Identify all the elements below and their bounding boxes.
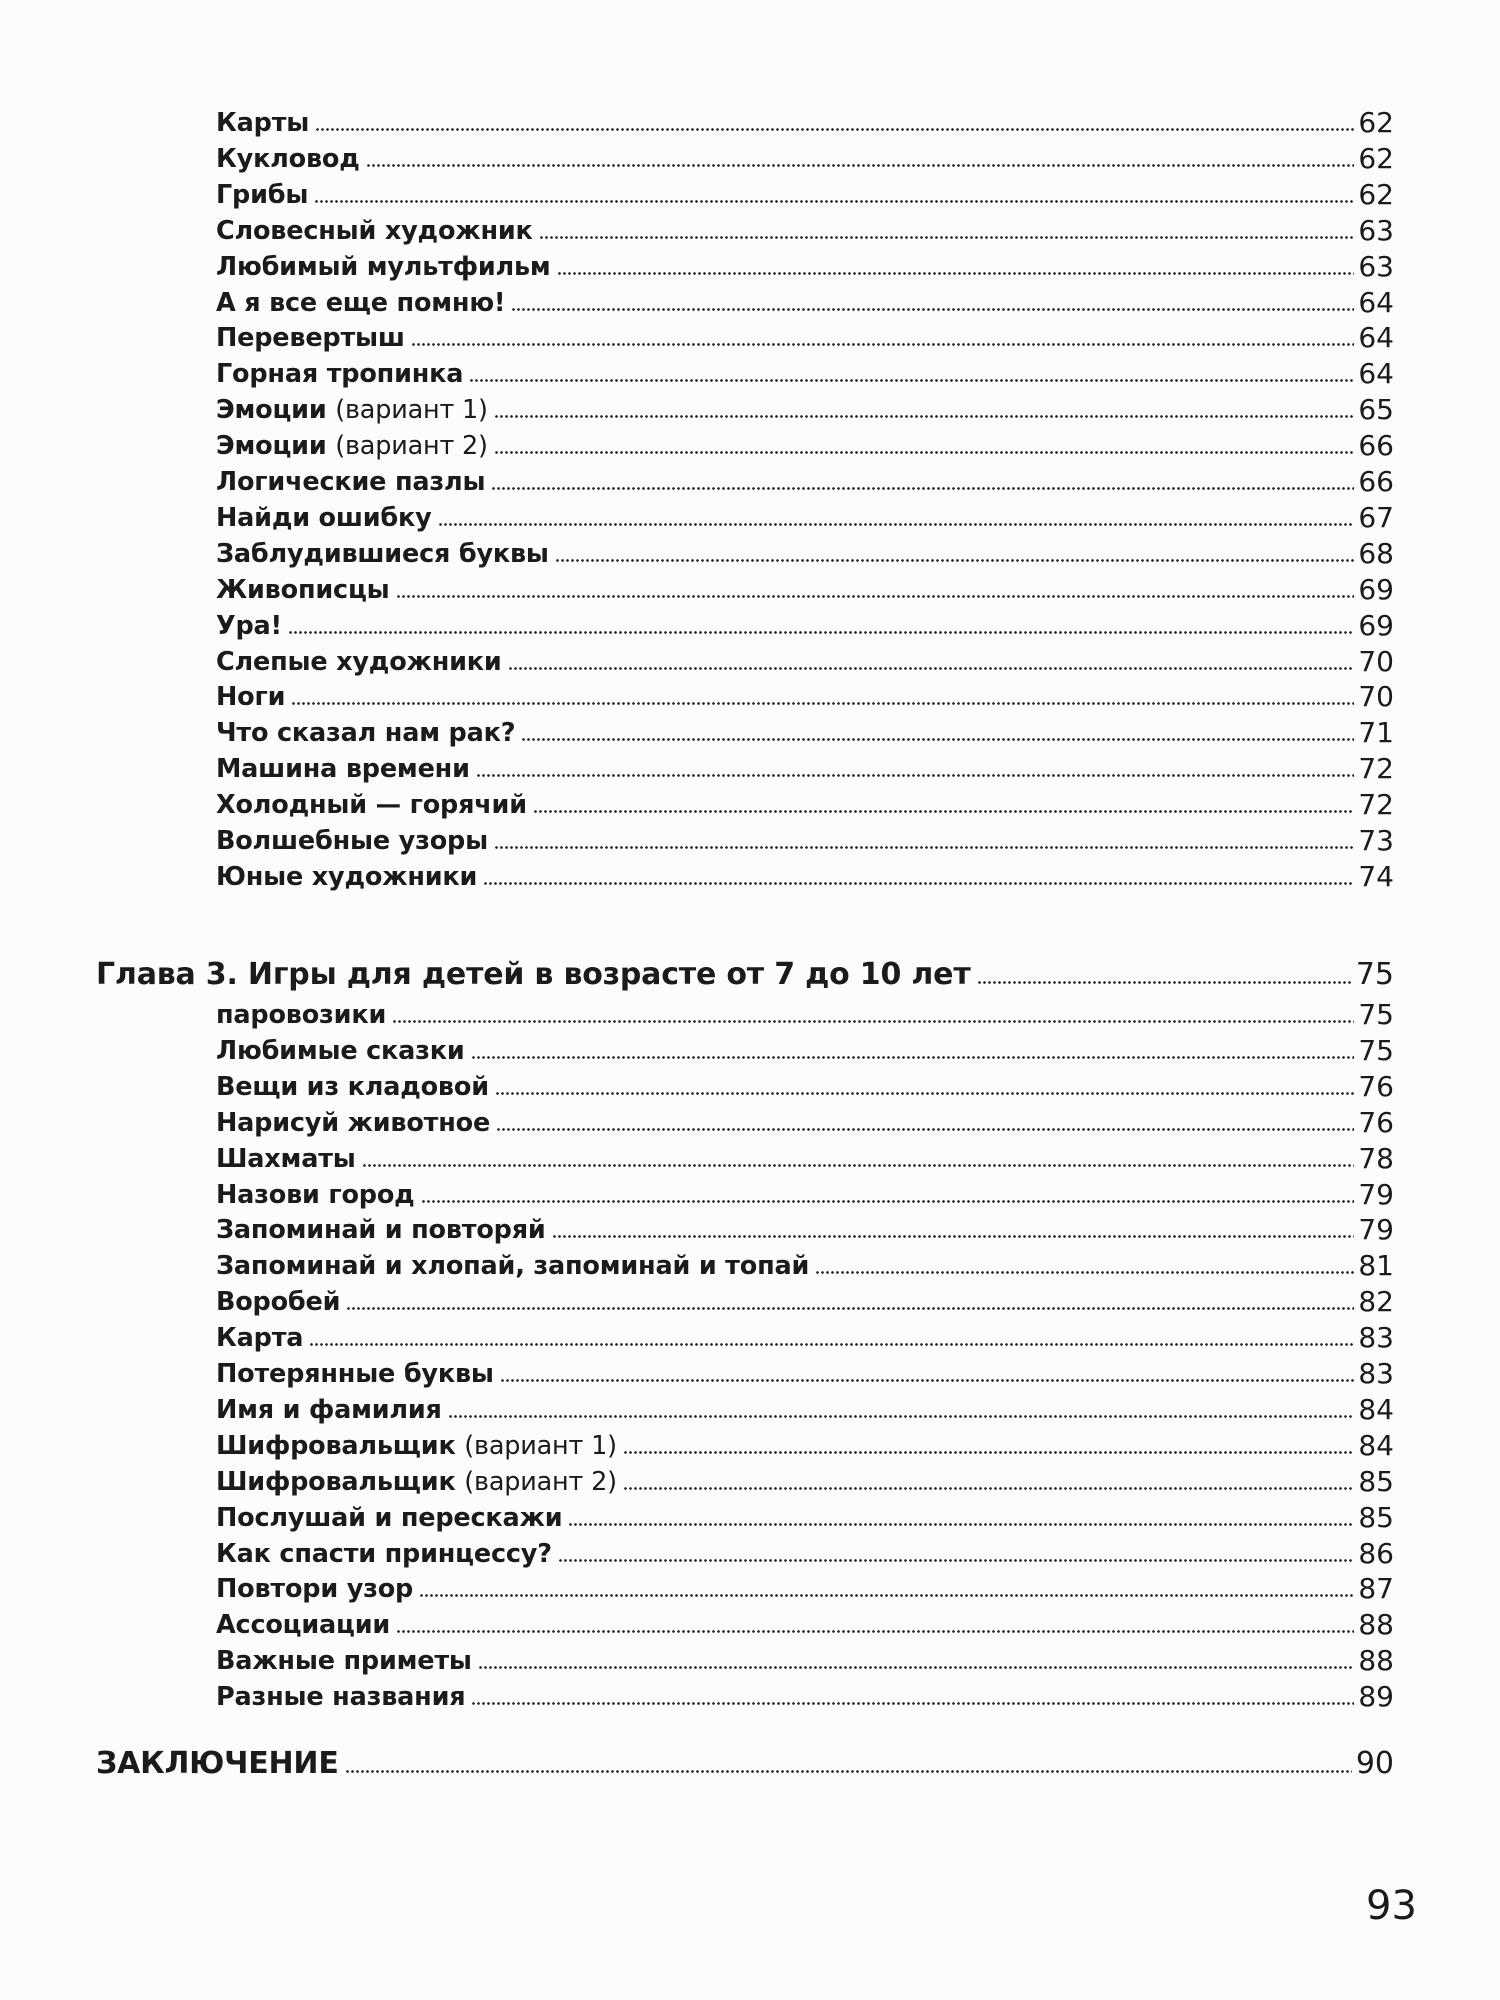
toc-entry-page: 64 (1358, 285, 1394, 319)
toc-entry-title-text: Перевертыш (216, 323, 405, 354)
dot-leader (471, 1702, 1354, 1705)
dot-leader (977, 981, 1352, 984)
toc-entry (216, 1568, 1394, 1604)
toc-entry-title-text: Нарисуй животное (216, 1107, 491, 1138)
toc-entry (216, 1604, 1394, 1640)
toc-entry-title (216, 359, 463, 389)
toc-entry (216, 1676, 1394, 1712)
toc-entry-title-text: Шифровальщик (216, 1430, 456, 1461)
toc-entry-title-text: Найди ошибку (216, 502, 432, 533)
dot-leader (494, 846, 1354, 849)
toc-entry (216, 569, 1394, 605)
toc-entry-page: 62 (1358, 106, 1394, 139)
toc-entry-page: 72 (1358, 752, 1394, 786)
dot-leader (623, 1487, 1355, 1490)
toc-entry (216, 1209, 1394, 1245)
toc-entry-title (216, 1036, 465, 1066)
dot-leader (557, 272, 1355, 275)
toc-entry-title-text: Волшебные узоры (216, 826, 488, 856)
toc-entry (216, 1245, 1394, 1281)
toc-entry-title (216, 323, 405, 353)
toc-entry-page: 76 (1358, 1105, 1394, 1139)
toc-entry-title (216, 288, 505, 318)
toc-entry (216, 1138, 1394, 1174)
dot-leader (438, 523, 1355, 526)
toc-entry (216, 282, 1394, 318)
dot-leader (478, 1666, 1355, 1669)
dot-leader (558, 1559, 1355, 1562)
dot-leader (315, 128, 1354, 131)
dot-leader (396, 595, 1355, 598)
toc-entry (216, 1461, 1394, 1497)
toc-entry-title-text: Горная тропинка (216, 359, 464, 390)
toc-entry (216, 210, 1394, 246)
toc-entry-title (216, 1000, 386, 1030)
toc-entry-page: 89 (1358, 1680, 1394, 1714)
dot-leader (496, 1128, 1354, 1131)
toc-entry-page: 67 (1358, 500, 1394, 534)
dot-leader (568, 1523, 1354, 1526)
toc-entry (216, 1174, 1394, 1210)
toc-entry (216, 1030, 1394, 1066)
toc-entry-title (216, 1072, 489, 1102)
toc-entry-title-text: Любимые сказки (216, 1035, 465, 1066)
toc-entry-title (216, 611, 282, 641)
dot-leader (291, 702, 1354, 705)
toc-entry-title (216, 1395, 442, 1425)
toc-entry-title-text: Кукловод (216, 143, 360, 174)
toc-entry-title (216, 647, 502, 677)
toc-entry-page: 74 (1358, 859, 1394, 893)
toc-entry-title (216, 467, 485, 497)
toc-entry (216, 1102, 1394, 1138)
conclusion-page: 90 (1355, 1746, 1394, 1781)
toc-entry-page: 63 (1358, 213, 1394, 247)
toc-entry (216, 641, 1394, 677)
toc-entry-title-text: Повтори узор (216, 1574, 414, 1605)
toc-entry-title (216, 503, 432, 533)
toc-entry (216, 533, 1394, 569)
toc-entry (216, 784, 1394, 820)
toc-entry-page: 88 (1358, 1608, 1394, 1642)
toc-entry-title-text: Потерянные буквы (216, 1359, 494, 1389)
toc-entry-page: 63 (1358, 249, 1394, 283)
toc-entry (216, 820, 1394, 856)
toc-entry (216, 1425, 1394, 1461)
toc-entry-title-text: Любимый мультфильм (216, 251, 551, 282)
toc-entry-page: 64 (1358, 357, 1394, 391)
toc-entry-title (216, 1180, 415, 1210)
toc-chapter-3-heading (96, 949, 1394, 993)
toc-entry-title-text: Грибы (216, 179, 309, 210)
toc-entry-title-text: Назови город (216, 1179, 415, 1210)
toc-entry-title (216, 1359, 494, 1389)
toc-entry (216, 856, 1394, 892)
dot-leader (469, 379, 1354, 382)
toc-entry-title (216, 1108, 490, 1138)
toc-entry-title (216, 1574, 413, 1604)
dot-leader (521, 738, 1354, 741)
toc-entry-page: 83 (1358, 1321, 1394, 1355)
toc-entry-page: 69 (1358, 608, 1394, 642)
toc-entry (216, 676, 1394, 712)
toc-entry-page: 69 (1358, 572, 1394, 606)
toc-entry-page: 73 (1358, 824, 1394, 857)
toc-entry-title-text: Послушай и перескажи (216, 1502, 563, 1533)
toc-entry-title-text: Шифровальщик (216, 1466, 456, 1497)
toc-entry-title (216, 1287, 340, 1317)
chapter-3-title: Глава 3. Игры для детей в возрасте от 7 до 10 лет (96, 957, 971, 992)
toc-entry-page: 64 (1358, 321, 1394, 355)
dot-leader (448, 1415, 1355, 1418)
dot-leader (419, 1594, 1354, 1597)
toc-entry-title-text: Эмоции (216, 395, 327, 426)
toc-entry-page: 75 (1358, 998, 1394, 1031)
toc-entry-title (216, 862, 477, 892)
toc-entry-page: 72 (1358, 788, 1394, 822)
toc-entry-page: 82 (1358, 1285, 1394, 1319)
toc-entry-title-text: Запоминай и хлопай, запоминай и топай (216, 1251, 810, 1282)
toc-entry (216, 138, 1394, 174)
toc-entry-page: 78 (1358, 1141, 1394, 1175)
toc-entry-title (216, 718, 515, 748)
toc-entry-note: (вариант 1) (464, 1430, 617, 1461)
toc-entry-title (216, 575, 390, 605)
toc-entry-page: 62 (1358, 141, 1394, 175)
toc-entry (216, 353, 1394, 389)
toc-entry-title (216, 108, 309, 138)
toc-entry-title-text: Логические пазлы (216, 467, 486, 497)
dot-leader (815, 1271, 1354, 1274)
toc-entry-title (216, 682, 285, 712)
toc-entry-title (216, 216, 533, 246)
toc-entry-title (216, 1215, 546, 1245)
toc-entry (216, 1640, 1394, 1676)
dot-leader (366, 164, 1355, 167)
dot-leader (500, 1379, 1355, 1382)
toc-entry-title-text: Запоминай и повторяй (216, 1215, 546, 1246)
toc-entry (216, 317, 1394, 353)
toc-entry-page: 86 (1358, 1536, 1394, 1570)
toc-entry-title (216, 144, 360, 174)
toc-entry (216, 425, 1394, 461)
toc-entry (216, 748, 1394, 784)
toc-entry-title (216, 1539, 552, 1569)
toc-entry-title (216, 1646, 472, 1676)
dot-leader (555, 559, 1355, 562)
dot-leader (623, 1451, 1355, 1454)
toc-entry-title (216, 1251, 809, 1281)
toc-entry-title-text: Важные приметы (216, 1646, 472, 1677)
toc-entry-title-text: Шахматы (216, 1143, 356, 1174)
toc-entry-title-text: Ассоциации (216, 1610, 391, 1641)
dot-leader (494, 415, 1355, 418)
toc-entry-title-text: Карты (216, 108, 310, 138)
toc-entry-title-text: Холодный — горячий (216, 790, 527, 821)
toc-entry-title (216, 180, 308, 210)
toc-entry-page: 68 (1358, 536, 1394, 570)
toc-entry-page: 66 (1358, 465, 1394, 498)
toc-entry (216, 174, 1394, 210)
dot-leader (314, 200, 1354, 203)
toc-entry-title (216, 395, 488, 425)
toc-entry-title-text: А я все еще помню! (216, 287, 506, 318)
toc-entry (216, 102, 1394, 138)
toc-entry-page: 85 (1358, 1500, 1394, 1534)
toc-entry-title (216, 1144, 356, 1174)
toc-entry-title (216, 1323, 303, 1353)
dot-leader (539, 236, 1355, 239)
toc-entry-title (216, 1610, 390, 1640)
toc-entry-title-text: Ура! (216, 610, 282, 641)
toc-entry-page: 83 (1358, 1357, 1394, 1390)
toc-entry-title-text: Ноги (216, 682, 286, 713)
dot-leader (346, 1307, 1354, 1310)
toc-entry-title (216, 431, 488, 461)
toc-entry (216, 1066, 1394, 1102)
dot-leader (362, 1164, 1355, 1167)
toc-entry-title-text: Воробей (216, 1287, 341, 1318)
toc-entry-page: 62 (1358, 177, 1394, 211)
toc-entry-title (216, 790, 527, 820)
toc-entry-title-text: Как спасти принцессу? (216, 1538, 552, 1569)
dot-leader (421, 1200, 1355, 1203)
toc-entry-page: 65 (1358, 393, 1394, 427)
toc-entry (216, 712, 1394, 748)
dot-leader (476, 774, 1355, 777)
toc-entry-page: 84 (1358, 1392, 1394, 1426)
dot-leader (533, 810, 1354, 813)
toc-entry-title (216, 826, 488, 856)
dot-leader (309, 1343, 1354, 1346)
toc-entry-title-text: Живописцы (216, 574, 390, 605)
toc-entry-title (216, 252, 551, 282)
toc-entry (216, 1317, 1394, 1353)
toc-entry (216, 461, 1394, 497)
dot-leader (392, 1020, 1354, 1023)
toc-entry-page: 71 (1358, 716, 1394, 750)
toc-conclusion (96, 1738, 1394, 1782)
toc-entry-title-text: Разные названия (216, 1682, 466, 1713)
toc-entry-title (216, 1503, 562, 1533)
toc-entry-page: 81 (1358, 1249, 1394, 1283)
toc-entry-title (216, 1682, 465, 1712)
toc-entry-page: 76 (1358, 1069, 1394, 1103)
toc-entry (216, 1353, 1394, 1389)
toc-entry (216, 605, 1394, 641)
toc-entry-page: 75 (1358, 1033, 1394, 1067)
toc-entry-title (216, 539, 549, 569)
toc-entry-page: 79 (1358, 1177, 1394, 1211)
toc-entry-page: 84 (1358, 1428, 1394, 1462)
toc-entry (216, 1281, 1394, 1317)
toc-entry (216, 1389, 1394, 1425)
toc-entry-title-text: Заблудившиеся буквы (216, 538, 549, 569)
toc-entry (216, 246, 1394, 282)
dot-leader (552, 1235, 1355, 1238)
toc-entry-page: 66 (1358, 429, 1394, 463)
toc-entry-title-text: Юные художники (216, 861, 478, 892)
toc-entry-page: 85 (1358, 1464, 1394, 1498)
toc-entry-title-text: Что сказал нам рак? (216, 718, 516, 749)
toc-entry-title-text: Эмоции (216, 431, 327, 462)
dot-leader (511, 308, 1354, 311)
dot-leader (483, 882, 1354, 885)
dot-leader (508, 667, 1355, 670)
toc-entry (216, 1533, 1394, 1569)
toc-entry-title-text: Словесный художник (216, 215, 533, 246)
dot-leader (345, 1770, 1352, 1773)
dot-leader (494, 451, 1355, 454)
toc-entry-page: 70 (1358, 680, 1394, 714)
toc-entry-title (216, 1467, 617, 1497)
dot-leader (471, 1056, 1355, 1059)
toc-entry-title-text: паровозики (216, 1000, 387, 1030)
toc-entry-note: (вариант 1) (335, 395, 488, 426)
toc-entry (216, 994, 1394, 1030)
page-number: 93 (1366, 1883, 1417, 1929)
toc-entry (216, 389, 1394, 425)
toc-entry-note: (вариант 2) (464, 1466, 617, 1497)
toc-entry-title-text: Слепые художники (216, 646, 502, 677)
dot-leader (495, 1092, 1355, 1095)
dot-leader (411, 343, 1355, 346)
toc-entry (216, 1497, 1394, 1533)
toc-entry-title-text: Машина времени (216, 754, 470, 785)
dot-leader (491, 487, 1354, 490)
toc-entry-title (216, 1431, 617, 1461)
dot-leader (288, 631, 1354, 634)
toc-entry-page: 79 (1358, 1213, 1394, 1247)
toc-entry-page: 87 (1358, 1572, 1394, 1606)
toc-entry-title-text: Имя и фамилия (216, 1394, 442, 1425)
toc-entry (216, 497, 1394, 533)
toc-entry-title (216, 754, 470, 784)
chapter-3-page: 75 (1355, 957, 1394, 992)
toc-entry-page: 88 (1358, 1644, 1394, 1678)
toc-entry-page: 70 (1358, 644, 1394, 678)
dot-leader (396, 1630, 1354, 1633)
toc-entry-title-text: Вещи из кладовой (216, 1071, 489, 1102)
conclusion-title: ЗАКЛЮЧЕНИЕ (96, 1746, 339, 1781)
toc-entry-title-text: Карта (216, 1323, 304, 1354)
toc-entry-note: (вариант 2) (335, 431, 488, 462)
